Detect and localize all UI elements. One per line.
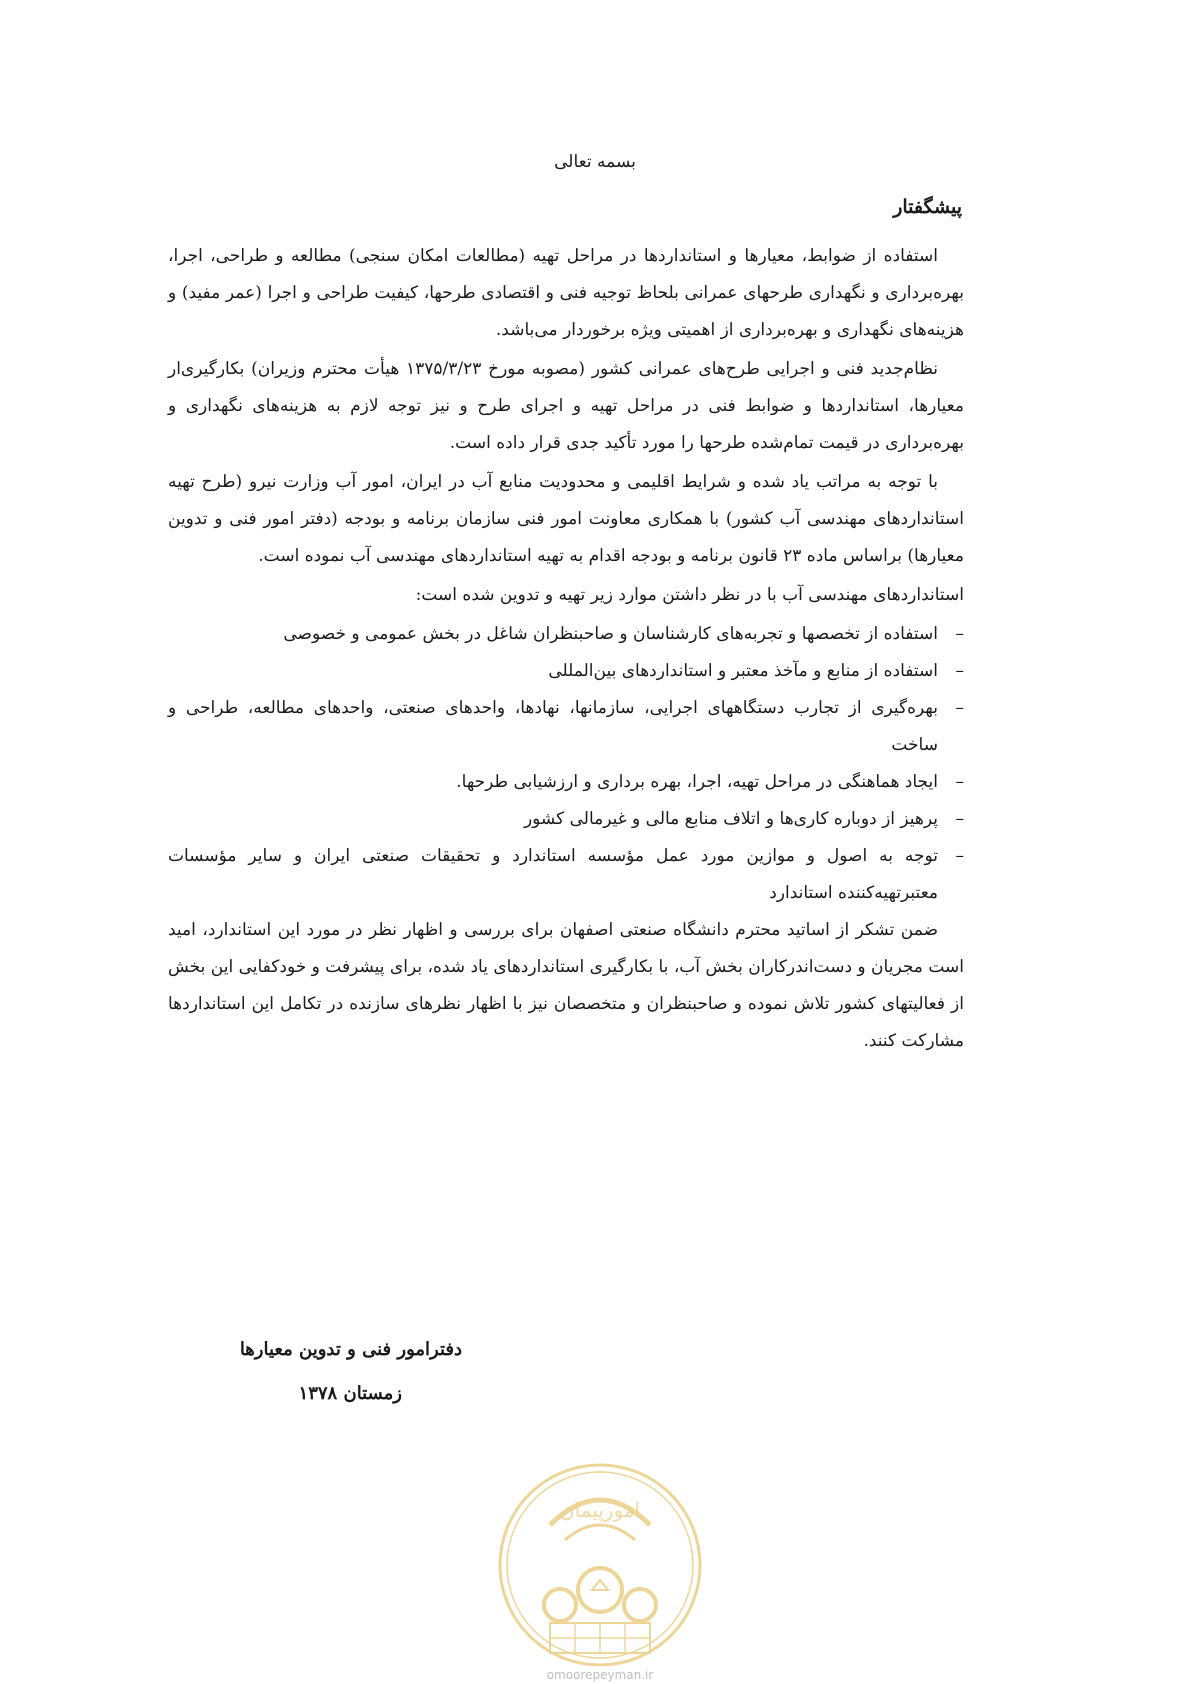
list-item [168,616,964,653]
signature-date: زمستان ۱۳۷۸ [298,1383,402,1404]
watermark-logo-text: امورپیمان [559,1498,641,1522]
list-item-text: استفاده از منابع و مآخذ معتبر و استانداردهای بین‌المللی [548,661,938,681]
list-item [168,690,964,764]
signature-block [240,1328,462,1416]
list-item [168,653,964,690]
list-item [168,764,964,801]
paragraph-1: استفاده از ضوابط، معیارها و استانداردها در مراحل تهیه (مطالعات امکان سنجی) مطالعه و طراحی، اجرا، بهره‌برداری و نگهداری طرحهای عمرانی بلحاظ توجیه فنی و اقتصادی طرحها، کیفیت طراحی و اجرا (عمر مفید) و هزینه‌های نگهداری و بهره‌برداری از اهمیتی ویژه برخوردار می‌باشد. [168,246,964,340]
watermark-logo-icon [490,1455,710,1675]
criteria-list [168,616,964,912]
dash-bullet: – [955,624,964,644]
list-item [168,801,964,838]
signature-office: دفترامور فنی و تدوین معیارها [239,1339,462,1360]
list-intro: استانداردهای مهندسی آب با در نظر داشتن موارد زیر تهیه و تدوین شده است: [415,585,964,605]
list-item-text: بهره‌گیری از تجارب دستگاههای اجرایی، سازمانها، نهادها، واحدهای صنعتی، واحدهای مطالعه، طراحی و ساخت [168,698,938,755]
dash-bullet: – [955,846,964,866]
document-body [168,238,964,1062]
dash-bullet: – [955,698,964,718]
list-item-text: ایجاد هماهنگی در مراحل تهیه، اجرا، بهره برداری و ارزشیابی طرحها. [456,772,938,792]
dash-bullet: – [955,661,964,681]
paragraph-3: با توجه به مراتب یاد شده و شرایط اقلیمی و محدودیت منابع آب در ایران، امور آب وزارت نیرو (طرح تهیه استانداردهای مهندسی آب کشور) با همکاری معاونت امور فنی سازمان برنامه و بودجه (دفتر امور فنی و تدوین معیارها) براساس ماده ۲۳ قانون برنامه و بودجه اقدام به تهیه استانداردهای مهندسی آب نموده است. [168,472,964,566]
closing-paragraph: ضمن تشکر از اساتید محترم دانشگاه صنعتی اصفهان برای بررسی و اظهار نظر در مورد این استاندارد، امید است مجریان و دست‌اندرکاران بخش آب، با بکارگیری استانداردهای یاد شده، برای پیشرفت و خودکفایی این بخش از فعالیتهای کشور تلاش نموده و صاحبنظران و متخصصان نیز با اظهار نظرهای سازنده در تکامل این استانداردها مشارکت کنند. [168,920,964,1051]
dash-bullet: – [955,809,964,829]
dash-bullet: – [955,772,964,792]
list-item [168,838,964,912]
list-item-text: پرهیز از دوباره کاری‌ها و اتلاف منابع مالی و غیرمالی کشور [523,809,938,829]
list-item-text: استفاده از تخصصها و تجربه‌های کارشناسان و صاحبنظران شاغل در بخش عمومی و خصوصی [283,624,938,644]
paragraph-2: نظام‌جدید فنی و اجرایی طرح‌های عمرانی کشور (مصوبه مورخ ۱۳۷۵/۳/۲۳ هیأت محترم وزیران) بکارگیری‌ار معیارها، استانداردها و ضوابط فنی در مراحل تهیه و اجرای طرح و نیز توجه لازم به هزینه‌های نگهداری و بهره‌برداری در قیمت تمام‌شده طرحها را مورد تأکید جدی قرار داده است. [168,359,964,453]
basmala: بسمه تعالی [554,152,636,172]
watermark-url: omoorepeyman.ir [546,1668,654,1682]
list-item-text: توجه به اصول و موازین مورد عمل مؤسسه استاندارد و تحقیقات صنعتی ایران و سایر مؤسسات معتبرتهیه‌کننده استاندارد [168,846,938,903]
page-title: پیشگفتار [893,196,962,218]
